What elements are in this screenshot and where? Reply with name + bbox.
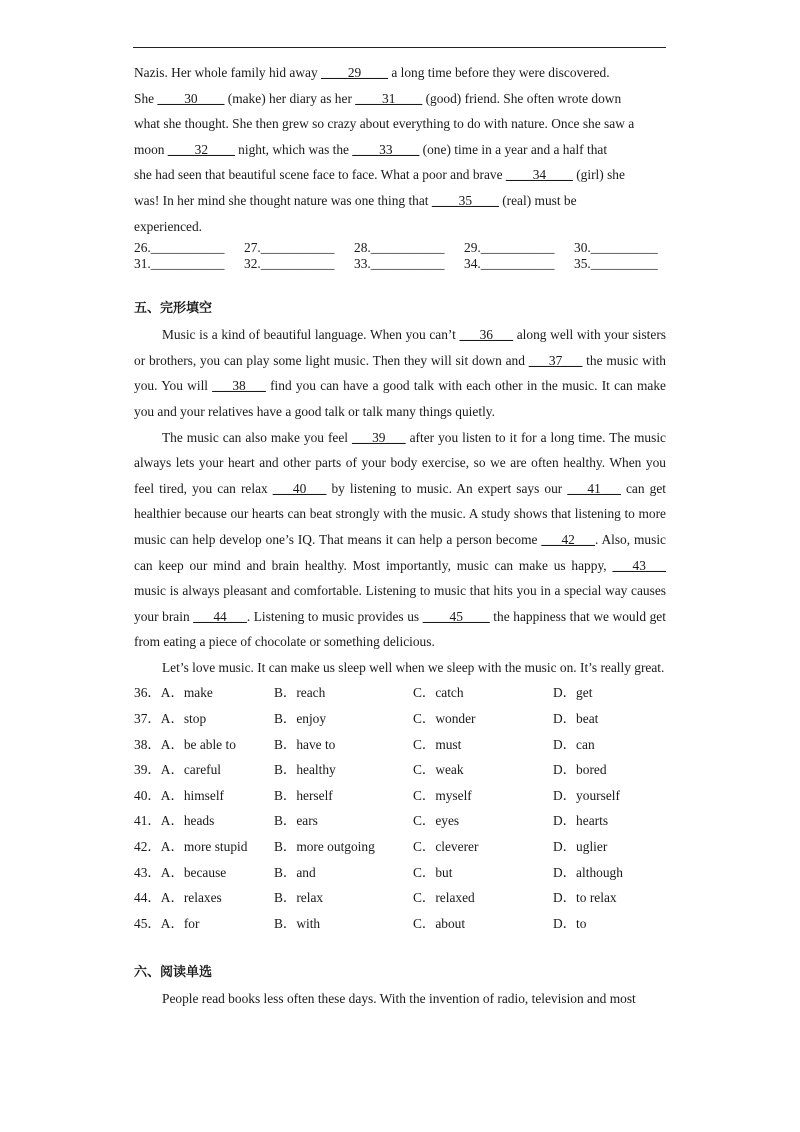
option-d[interactable]: D．beat [553, 711, 599, 727]
blank[interactable]: ___36___ [459, 327, 514, 343]
reading-first-line: People read books less often these days. With the invention of radio, television and most [162, 991, 636, 1007]
answer-blank-26[interactable]: 26.___________ [134, 240, 225, 256]
option-d[interactable]: D．bored [553, 762, 607, 778]
option-d[interactable]: D．can [553, 736, 595, 752]
option-d[interactable]: D．to relax [553, 890, 617, 906]
option-a[interactable]: 36．A．make [134, 685, 213, 701]
blank[interactable]: ____31____ [355, 90, 423, 106]
option-a[interactable]: 42．A．more stupid [134, 839, 248, 855]
option-row [134, 783, 666, 809]
option-row [134, 732, 666, 758]
option-c[interactable]: C．relaxed [413, 890, 475, 906]
option-d[interactable]: D．hearts [553, 813, 609, 829]
option-b[interactable]: B．reach [274, 685, 326, 701]
top-rule [133, 47, 666, 48]
answer-grid [134, 240, 666, 272]
section-heading-cloze: 五、完形填空 [134, 301, 213, 317]
option-d[interactable]: D．uglier [553, 839, 608, 855]
option-d[interactable]: D．get [553, 685, 593, 701]
passage-line: moon ____32____ night, which was the ____33____ (one) time in a year and a half that [134, 141, 608, 157]
option-c[interactable]: C．about [413, 915, 466, 931]
answer-blank-27[interactable]: 27.___________ [244, 240, 335, 256]
blank[interactable]: ___41___ [567, 480, 621, 496]
answer-blank-28[interactable]: 28.___________ [354, 240, 445, 256]
option-d[interactable]: D．to [553, 915, 587, 931]
section-heading-reading: 六、阅读单选 [134, 965, 213, 981]
option-b[interactable]: B．have to [274, 736, 336, 752]
option-c[interactable]: C．must [413, 736, 462, 752]
blank[interactable]: ____29____ [321, 65, 388, 80]
option-b[interactable]: B．enjoy [274, 711, 327, 727]
blank[interactable]: ___43___ [612, 557, 666, 573]
blank[interactable]: ___44___ [193, 608, 247, 624]
option-b[interactable]: B．and [274, 864, 316, 880]
option-b[interactable]: B．more outgoing [274, 839, 375, 855]
option-c[interactable]: C．but [413, 864, 453, 880]
blank[interactable]: ___37___ [528, 352, 583, 368]
blank[interactable]: ___38___ [212, 378, 266, 394]
option-b[interactable]: B．herself [274, 787, 333, 803]
option-row [134, 680, 666, 706]
option-a[interactable]: 37．A．stop [134, 711, 207, 727]
option-b[interactable]: B．healthy [274, 762, 336, 778]
blank[interactable]: ____34____ [505, 167, 573, 183]
cloze-paragraph: Music is a kind of beautiful language. When you can’t ___36___ along well with your sisters or brothers, you can play some light music. Then they will sit down and ___37___ the music with you. You will ___38___ find you can have a good talk with each other in the music. It can make you and your relatives have a good talk or talk many things quietly. [134, 327, 667, 419]
blank[interactable]: ___40___ [272, 480, 327, 496]
answer-blank-29[interactable]: 29.___________ [464, 240, 555, 256]
option-row [134, 860, 666, 886]
option-a[interactable]: 45．A．for [134, 915, 200, 931]
option-a[interactable]: 41．A．heads [134, 813, 215, 829]
answer-blank-34[interactable]: 34.___________ [464, 256, 555, 272]
option-b[interactable]: B．relax [274, 890, 324, 906]
option-row [134, 706, 666, 732]
option-a[interactable]: 38．A．be able to [134, 736, 236, 752]
option-c[interactable]: C．wonder [413, 711, 476, 727]
option-a[interactable]: 39．A．careful [134, 762, 222, 778]
option-d[interactable]: D．yourself [553, 787, 620, 803]
answer-blank-35[interactable]: 35.__________ [574, 256, 658, 272]
option-a[interactable]: 40．A．himself [134, 787, 225, 803]
blank[interactable]: ____35____ [431, 192, 499, 208]
blank[interactable]: ___39___ [352, 429, 406, 445]
option-c[interactable]: C．myself [413, 787, 472, 803]
passage-end [134, 60, 666, 239]
option-row [134, 757, 666, 783]
blank[interactable]: ___42___ [541, 531, 595, 547]
answer-blank-33[interactable]: 33.___________ [354, 256, 445, 272]
page-content [134, 60, 666, 1012]
blank[interactable]: ____30____ [157, 90, 225, 106]
option-c[interactable]: C．weak [413, 762, 464, 778]
option-row [134, 808, 666, 834]
passage-line: was! In her mind she thought nature was one thing that ____35____ (real) must be [134, 192, 577, 208]
answer-blank-32[interactable]: 32.___________ [244, 256, 335, 272]
option-b[interactable]: B．with [274, 915, 321, 931]
option-row [134, 885, 666, 911]
cloze-paragraph: The music can also make you feel ___39___ after you listen to it for a long time. The music always lets your heart and other parts of your body exercise, so we are often healthy. When you feel tired, you can relax ___40___ by listening to music. An expert says our ___41___ can get healthier because our hearts can beat strongly with the music. A study shows that listening to more music can help develop one’s IQ. That means it can help a person become ___42___. Also, music can keep our mind and brain healthy. Most importantly, music can make us happy, ___43___ music is always pleasant and comfortable. Listening to music that hits you in a special way causes your brain ___44___. Listening to music provides us ____45____ the happiness that we would get from eating a piece of chocolate or something delicious. [134, 429, 667, 650]
passage-line: Nazis. Her whole family hid away ____29____ a long time before they were discovered. [134, 65, 610, 80]
option-a[interactable]: 44．A．relaxes [134, 890, 222, 906]
cloze-paragraph: Let’s love music. It can make us sleep well when we sleep with the music on. It’s really great. [162, 659, 665, 675]
blank[interactable]: ____33____ [352, 141, 420, 157]
passage-line: what she thought. She then grew so crazy about everything to do with nature. Once she saw a [134, 116, 635, 132]
passage-line: she had seen that beautiful scene face to face. What a poor and brave ____34____ (girl) she [134, 167, 625, 183]
blank[interactable]: ____45____ [422, 608, 490, 624]
option-row [134, 834, 666, 860]
passage-line: experienced. [134, 218, 203, 234]
option-a[interactable]: 43．A．because [134, 864, 227, 880]
answer-blank-31[interactable]: 31.___________ [134, 256, 225, 272]
options-list [134, 680, 666, 936]
option-c[interactable]: C．eyes [413, 813, 460, 829]
blank[interactable]: ____32____ [167, 141, 235, 157]
option-row [134, 911, 666, 937]
answer-blank-30[interactable]: 30.__________ [574, 240, 658, 256]
option-c[interactable]: C．cleverer [413, 839, 479, 855]
option-b[interactable]: B．ears [274, 813, 318, 829]
option-c[interactable]: C．catch [413, 685, 464, 701]
option-d[interactable]: D．although [553, 864, 623, 880]
passage-line: She ____30____ (make) her diary as her ____31____ (good) friend. She often wrote down [134, 90, 622, 106]
